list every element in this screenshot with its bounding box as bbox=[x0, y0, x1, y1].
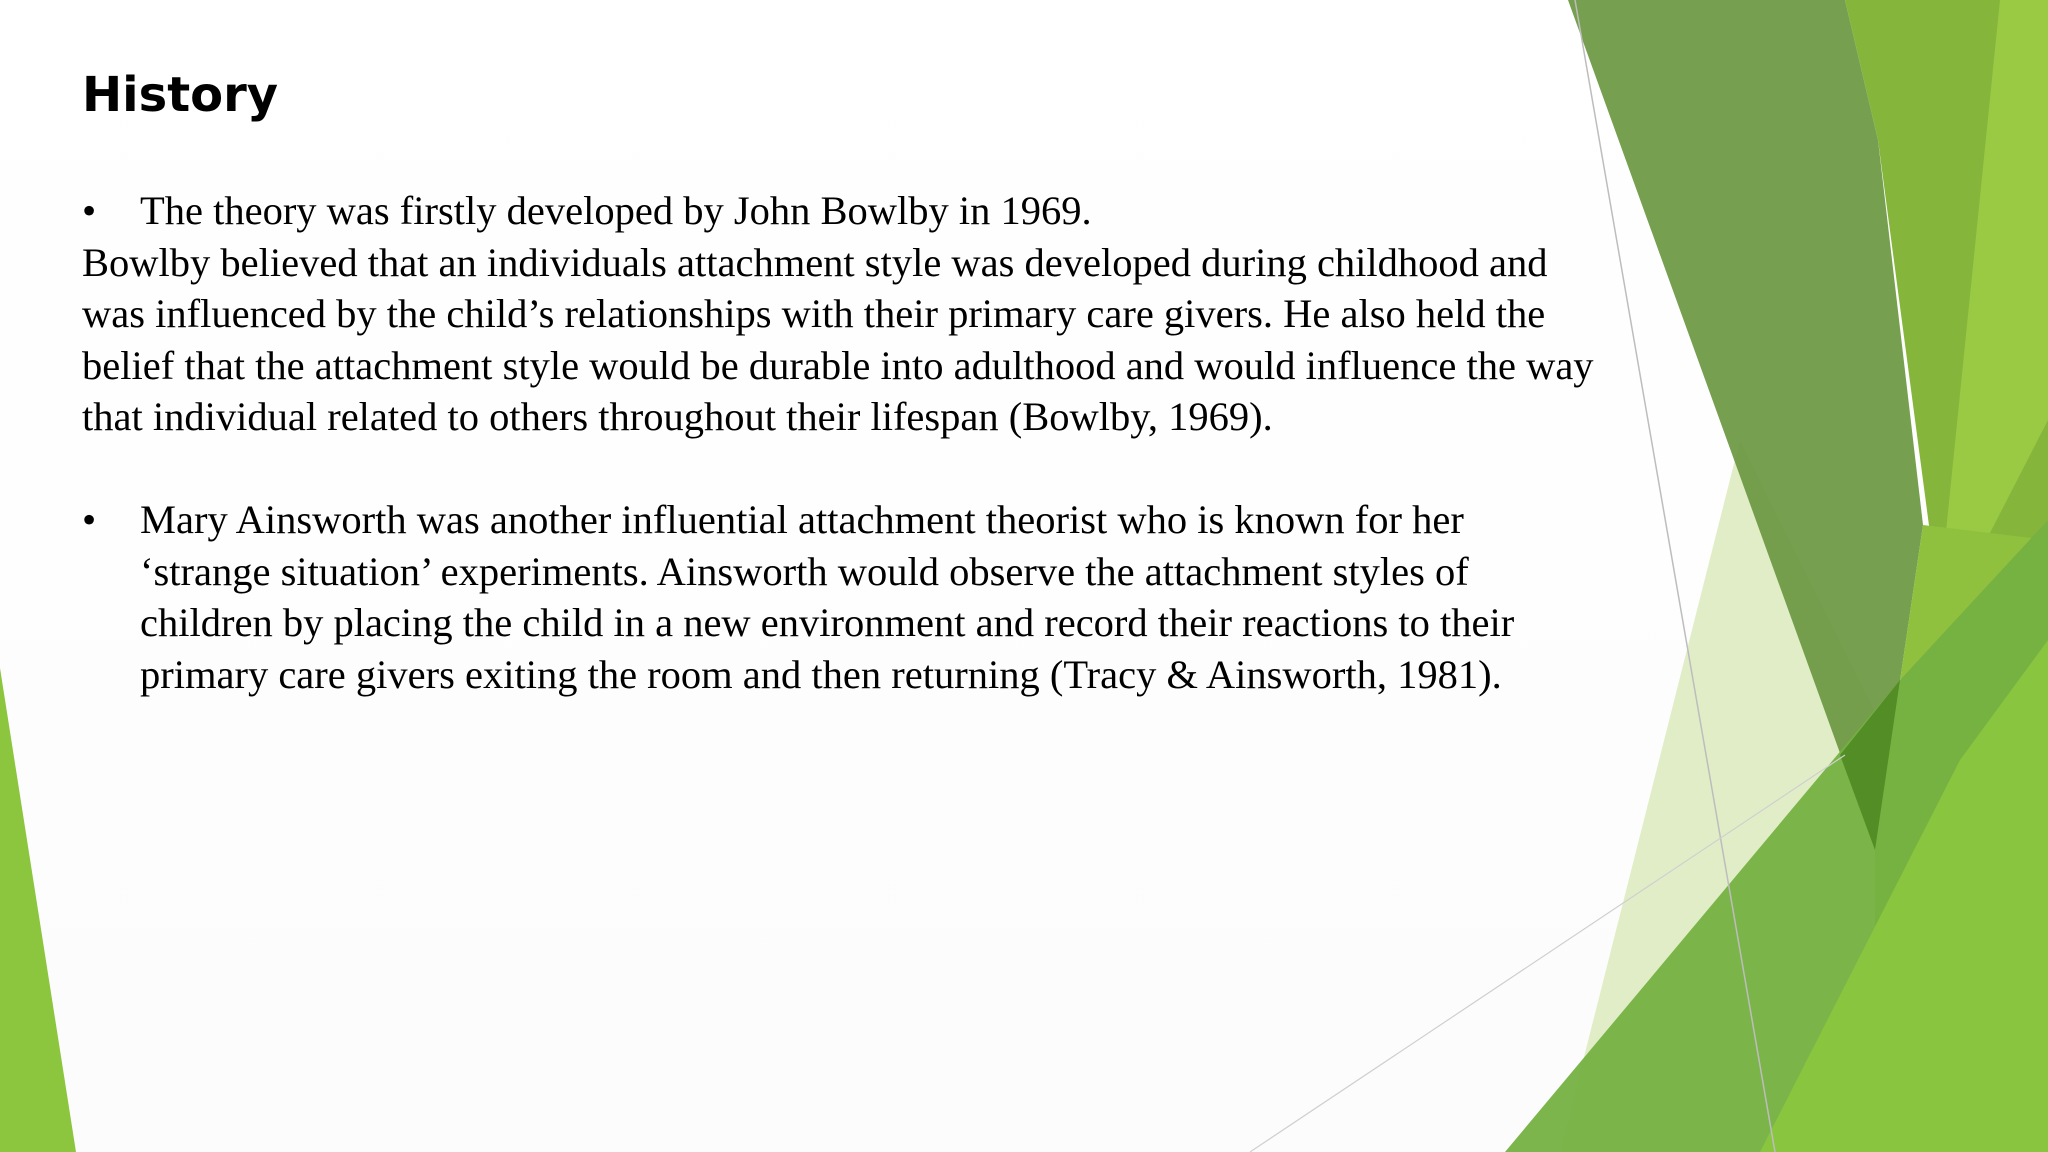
bullet-1-text: The theory was firstly developed by John Bowlby in 1969. bbox=[140, 188, 1092, 233]
slide-body bbox=[82, 185, 1602, 700]
paragraph-bowlby: Bowlby believed that an individuals attachment style was developed during childhood and was influenced by the child’s relationships with their primary care givers. He also held the belief that the attachment style would be durable into adulthood and would influence the way that individual related to others throughout their lifespan (Bowlby, 1969). bbox=[82, 239, 1594, 439]
bullet-icon: • bbox=[82, 497, 97, 542]
slide-title: History bbox=[82, 67, 279, 123]
bullet-icon: • bbox=[82, 188, 97, 233]
bullet-item-2 bbox=[82, 494, 1602, 700]
bullet-item-1 bbox=[82, 185, 1602, 237]
paragraph-spacer bbox=[82, 443, 1602, 495]
deco-left-wedge bbox=[0, 668, 76, 1152]
bullet-2-text: Mary Ainsworth was another influential attachment theorist who is known for her ‘strange situation’ experiments. Ainsworth would observe the attachment styles of children by placing the child in a new environment and record their reactions to their primary care givers exiting the room and then returning (Tracy & Ainsworth, 1981). bbox=[140, 497, 1515, 697]
